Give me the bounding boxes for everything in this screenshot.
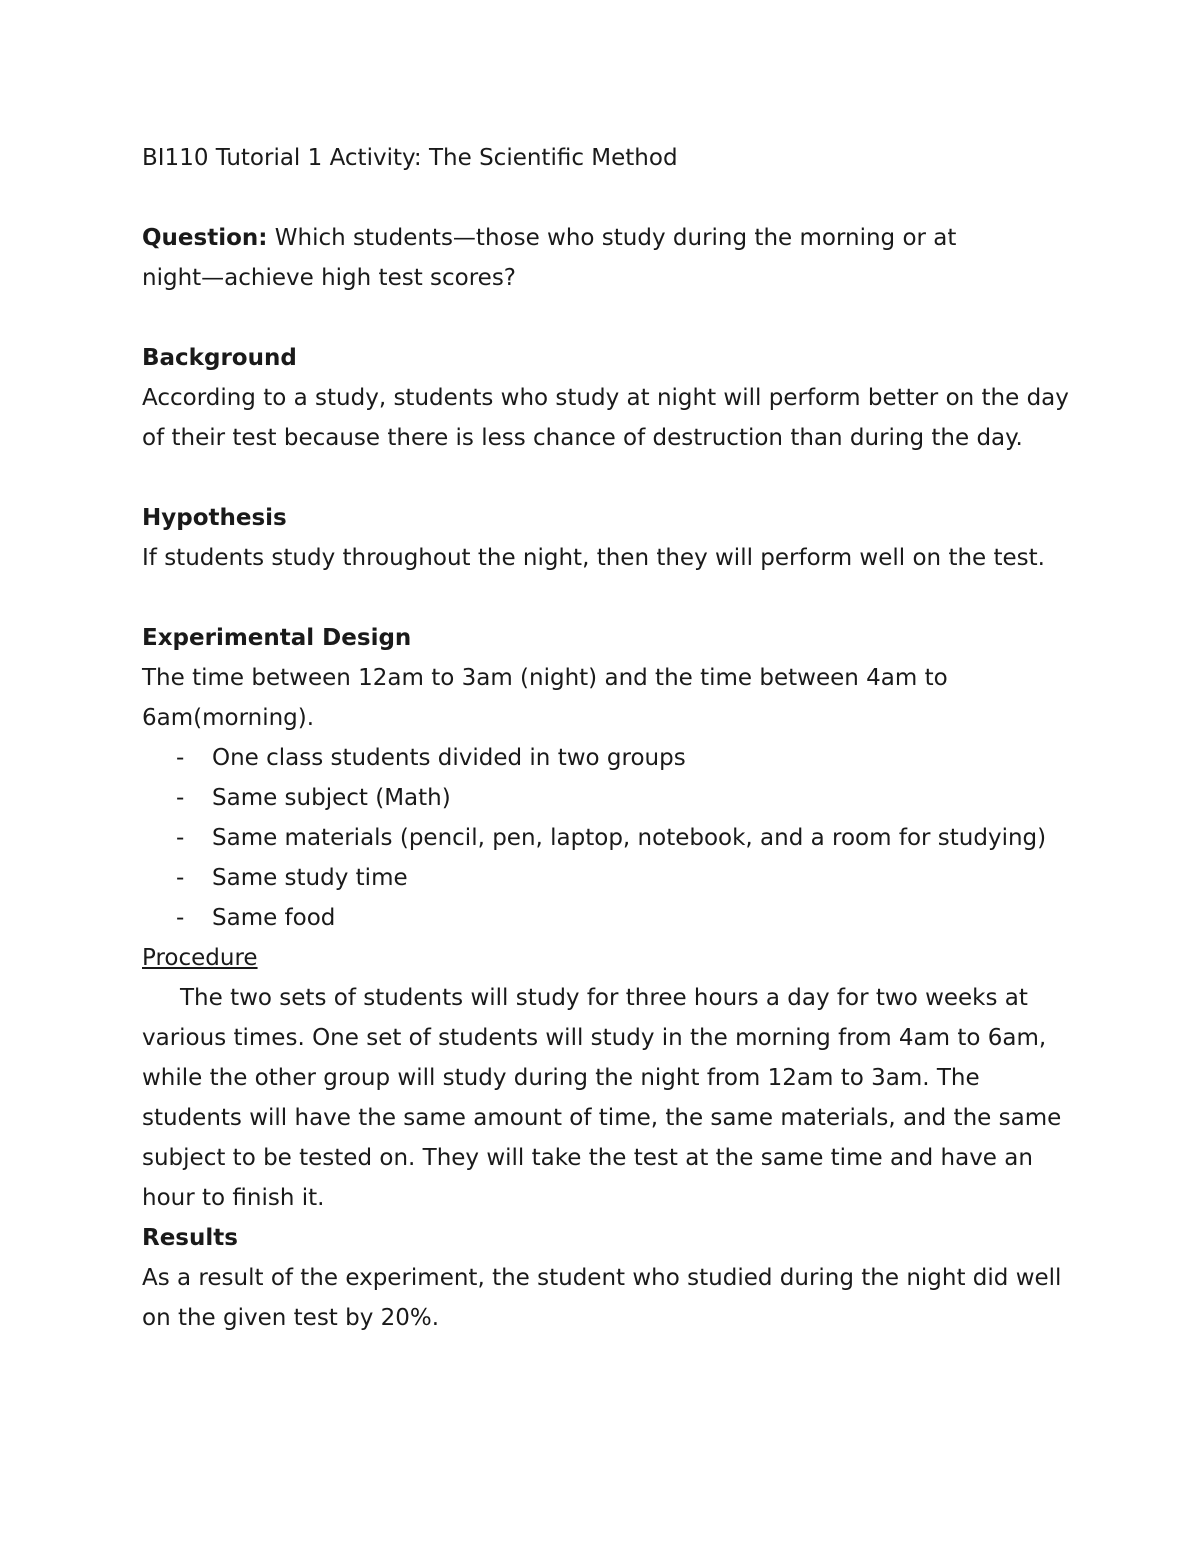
experimental-design-heading: Experimental Design — [142, 625, 412, 651]
background-line-2: of their test because there is less chance of destruction than during the day. — [142, 425, 1023, 451]
bullet-text: Same subject (Math) — [212, 785, 451, 811]
bullet-dash: - — [176, 905, 185, 931]
spacer — [142, 458, 1082, 498]
procedure-line-4: students will have the same amount of time, the same materials, and the same — [142, 1105, 1062, 1131]
hypothesis-heading: Hypothesis — [142, 505, 287, 531]
procedure-line-2: various times. One set of students will study in the morning from 4am to 6am, — [142, 1025, 1047, 1051]
question-text-1: Which students—those who study during the morning or at — [267, 225, 957, 251]
spacer — [142, 298, 1082, 338]
bullet-dash: - — [176, 785, 185, 811]
document-title: BI110 Tutorial 1 Activity: The Scientific Method — [142, 145, 678, 171]
question-line-1 — [142, 218, 1082, 258]
design-bullet-list — [142, 738, 1082, 938]
document-page — [142, 138, 1082, 1338]
experimental-design-line-2: 6am(morning). — [142, 705, 315, 731]
procedure-line-1: The two sets of students will study for three hours a day for two weeks at — [180, 985, 1028, 1011]
procedure-line-6: hour to finish it. — [142, 1185, 325, 1211]
bullet-dash: - — [176, 865, 185, 891]
procedure-line-5: subject to be tested on. They will take the test at the same time and have an — [142, 1145, 1033, 1171]
spacer — [142, 578, 1082, 618]
spacer — [142, 178, 1082, 218]
experimental-design-line-1: The time between 12am to 3am (night) and the time between 4am to — [142, 665, 948, 691]
procedure-line-3: while the other group will study during the night from 12am to 3am. The — [142, 1065, 980, 1091]
results-heading: Results — [142, 1225, 238, 1251]
list-item — [142, 778, 1082, 818]
bullet-dash: - — [176, 745, 185, 771]
list-item — [142, 738, 1082, 778]
bullet-dash: - — [176, 825, 185, 851]
background-heading: Background — [142, 345, 297, 371]
question-label: Question: — [142, 225, 268, 251]
background-line-1: According to a study, students who study at night will perform better on the day — [142, 385, 1069, 411]
hypothesis-text: If students study throughout the night, then they will perform well on the test. — [142, 545, 1045, 571]
bullet-text: Same study time — [212, 865, 408, 891]
list-item — [142, 858, 1082, 898]
list-item — [142, 898, 1082, 938]
bullet-text: One class students divided in two groups — [212, 745, 686, 771]
bullet-text: Same materials (pencil, pen, laptop, notebook, and a room for studying) — [212, 825, 1047, 851]
procedure-heading: Procedure — [142, 945, 258, 971]
results-line-1: As a result of the experiment, the student who studied during the night did well — [142, 1265, 1062, 1291]
question-line-2: night—achieve high test scores? — [142, 265, 517, 291]
bullet-text: Same food — [212, 905, 336, 931]
list-item — [142, 818, 1082, 858]
results-line-2: on the given test by 20%. — [142, 1305, 440, 1331]
